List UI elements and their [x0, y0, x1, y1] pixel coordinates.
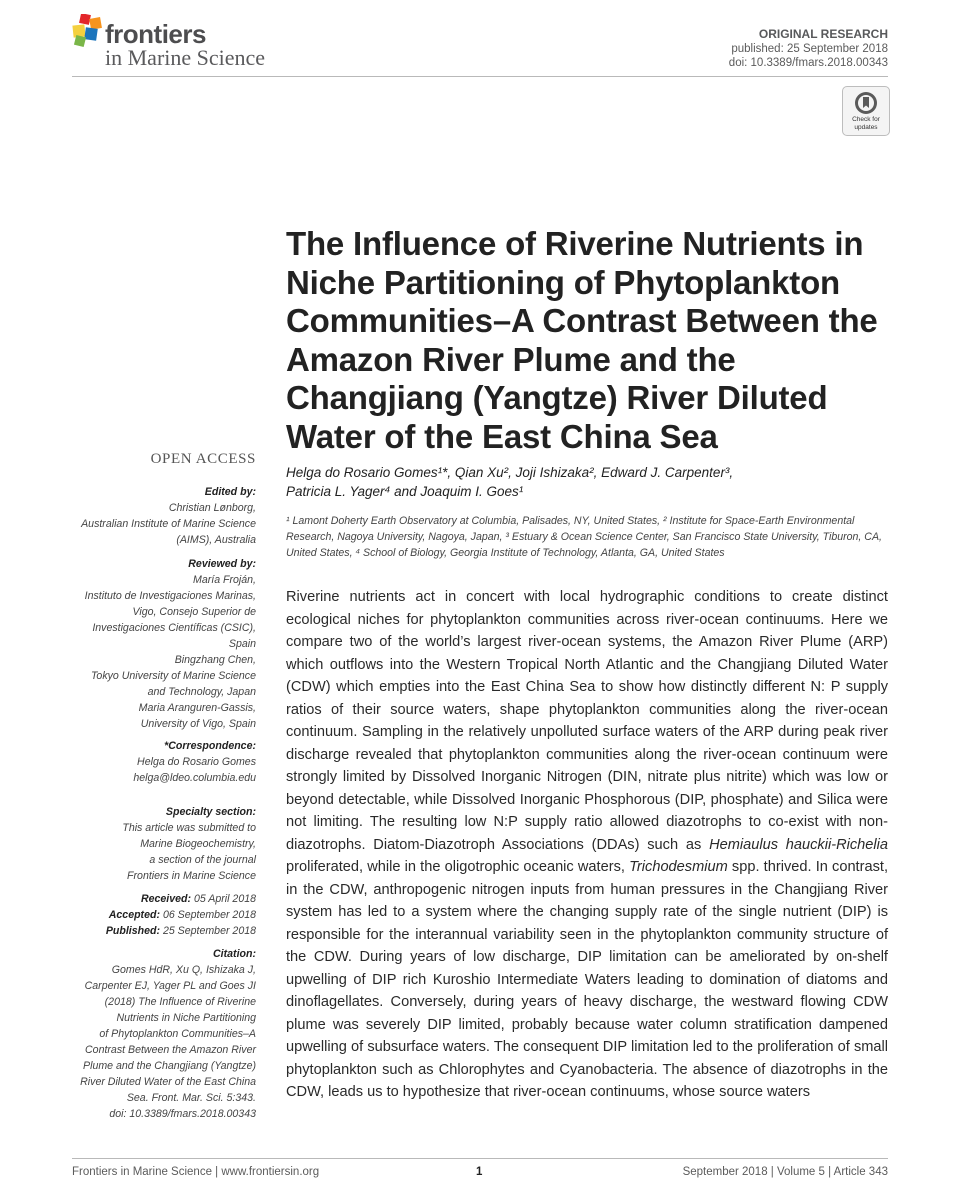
check-badge-text: Check for updates	[852, 116, 880, 131]
affiliations: ¹ Lamont Doherty Earth Observatory at Columbia, Palisades, NY, United States, ² Institute for Space-Earth Environmental Research, Nagoya University, Nagoya, Japan, ³ Estuary & Ocean Science Center, San Francisco State University, Tiburon, CA, United States, ⁴ School of Biology, Georgia Institute of Technology, Atlanta, GA, United States	[286, 515, 882, 559]
journal-logo[interactable]	[72, 12, 292, 70]
open-access-label: OPEN ACCESS	[150, 451, 256, 467]
accepted-label: Accepted:	[108, 909, 160, 921]
page-number: 1	[476, 1166, 483, 1178]
footer-divider	[72, 1158, 888, 1159]
check-for-updates-button[interactable]	[842, 86, 890, 136]
correspondence-section: *Correspondence: Helga do Rosario Gomes helga@ldeo.columbia.edu	[56, 738, 256, 786]
species-name: Trichodesmium	[629, 859, 728, 875]
author-line: Patricia L. Yager⁴ and Joaquim I. Goes¹	[286, 484, 524, 499]
specialty-section: Specialty section: This article was submitted to Marine Biogeochemistry, a section of the journal Frontiers in Marine Science	[122, 806, 256, 882]
article-meta	[729, 27, 888, 71]
bookmark-icon	[854, 91, 878, 115]
doi-link[interactable]: doi: 10.3389/fmars.2018.00343	[728, 57, 888, 69]
footer-issue: September 2018 | Volume 5 | Article 343	[682, 1166, 888, 1178]
frontiers-logo-icon	[72, 14, 104, 48]
abstract: Riverine nutrients act in concert with local hydrographic conditions to create distinct ecological niches for phytoplankton communities across river-ocean continuums. Here we compare two of the world’s largest river-ocean systems, the Amazon River Plume (ARP) which outflows into the Western Tropical North Atlantic and the Changjiang Diluted Water (CDW) which empties into the East China Sea to show how distinctly different N: P supply ratios of their source waters, shape phytoplankton communities along the river-ocean continuum. Sampling in the relatively unpolluted surface waters of the ARP during peak river discharge revealed that phytoplankton communities along the river-ocean continuum were strongly limited by Dissolved Inorganic Nitrogen (DIN, nitrate plus nitrite) which was low or beyond detectable, while Dissolved Inorganic Phosphorous (DIP, phosphate) and Silica were not limiting. The resulting low N:P supply ratio allowed diazotrophs to co-exist with non-diazotrophs. Diatom-Diazotroph Associations (DDAs) such as Hemiaulus hauckii-Richelia proliferated, while in the oligotrophic oceanic waters, Trichodesmium spp. thrived. In contrast, in the CDW, anthropogenic nitrogen inputs from human pressures in the Changjiang River system has led to a system where the changing supply rate of the single nutrient (DIP) is responsible for the interannual variability seen in the phytoplankton community structure of the CDW. During years of low discharge, DIP limitation can be ameliorated by on-shelf upwelling of DIP rich Kuroshio Intermediate Waters leading to domination of diatoms and dinoflagellates. Conversely, during years of heavy discharge, the westward flowing CDW plume was severely DIP limited, probably because water column stratification dampened upwelling of subsurface waters. The consequent DIP limitation led to the proliferation of small phytoplankton such as Chlorophytes and Cyanobacteria. The absence of diazotrophs in the CDW, leads us to hypothesize that river-ocean continuums, whose source waters	[286, 589, 888, 1100]
edited-by-section: Edited by: Christian Lønborg, Australian Institute of Marine Science (AIMS), Australia	[81, 486, 256, 546]
author-line: Helga do Rosario Gomes¹*, Qian Xu², Joji Ishizaka², Edward J. Carpenter³,	[286, 465, 734, 480]
published-label: Published:	[105, 925, 160, 937]
article-title: The Influence of Riverine Nutrients in Niche Partitioning of Phytoplankton Communities–A Contrast Between the Amazon River Plume and the Changjiang (Yangtze) River Diluted Water of the East China Sea	[286, 225, 878, 455]
article-type: ORIGINAL RESEARCH	[758, 27, 888, 41]
accepted-date: 06 September 2018	[162, 909, 256, 921]
reviewed-by-section: Reviewed by: María Froján, Instituto de Investigaciones Marinas, Vigo, Consejo Superior de Investigaciones Científicas (CSIC), Spain Bingzhang Chen, Tokyo University of Marine Science and Technology, Japan Maria Aranguren-Gassis, University of Vigo, Spain	[84, 558, 256, 730]
logo-wordmark: frontiers	[105, 19, 206, 49]
dates-section	[56, 891, 256, 939]
citation-section: Citation: Gomes HdR, Xu Q, Ishizaka J, Carpenter EJ, Yager PL and Goes JI (2018) The Influence of Riverine Nutrients in Niche Partitioning of Phytoplankton Communities–A Contrast Between the Amazon River Plume and the Changjiang (Yangtze) River Diluted Water of the East China Sea. Front. Mar. Sci. 5:343. doi: 10.3389/fmars.2018.00343	[56, 946, 256, 1122]
author-list	[286, 463, 896, 501]
citation-doi[interactable]: doi: 10.3389/fmars.2018.00343	[109, 1108, 256, 1120]
header-divider	[72, 76, 888, 77]
published-date-side: 25 September 2018	[162, 925, 256, 937]
received-label: Received:	[140, 893, 191, 905]
species-name: Hemiaulus hauckii-Richelia	[709, 836, 888, 853]
footer-journal[interactable]: Frontiers in Marine Science | www.frontiersin.org	[72, 1166, 320, 1178]
received-date: 05 April 2018	[193, 893, 256, 905]
correspondence-email[interactable]: helga@ldeo.columbia.edu	[133, 772, 256, 784]
journal-name: in Marine Science	[105, 45, 266, 70]
published-date: published: 25 September 2018	[731, 42, 888, 55]
